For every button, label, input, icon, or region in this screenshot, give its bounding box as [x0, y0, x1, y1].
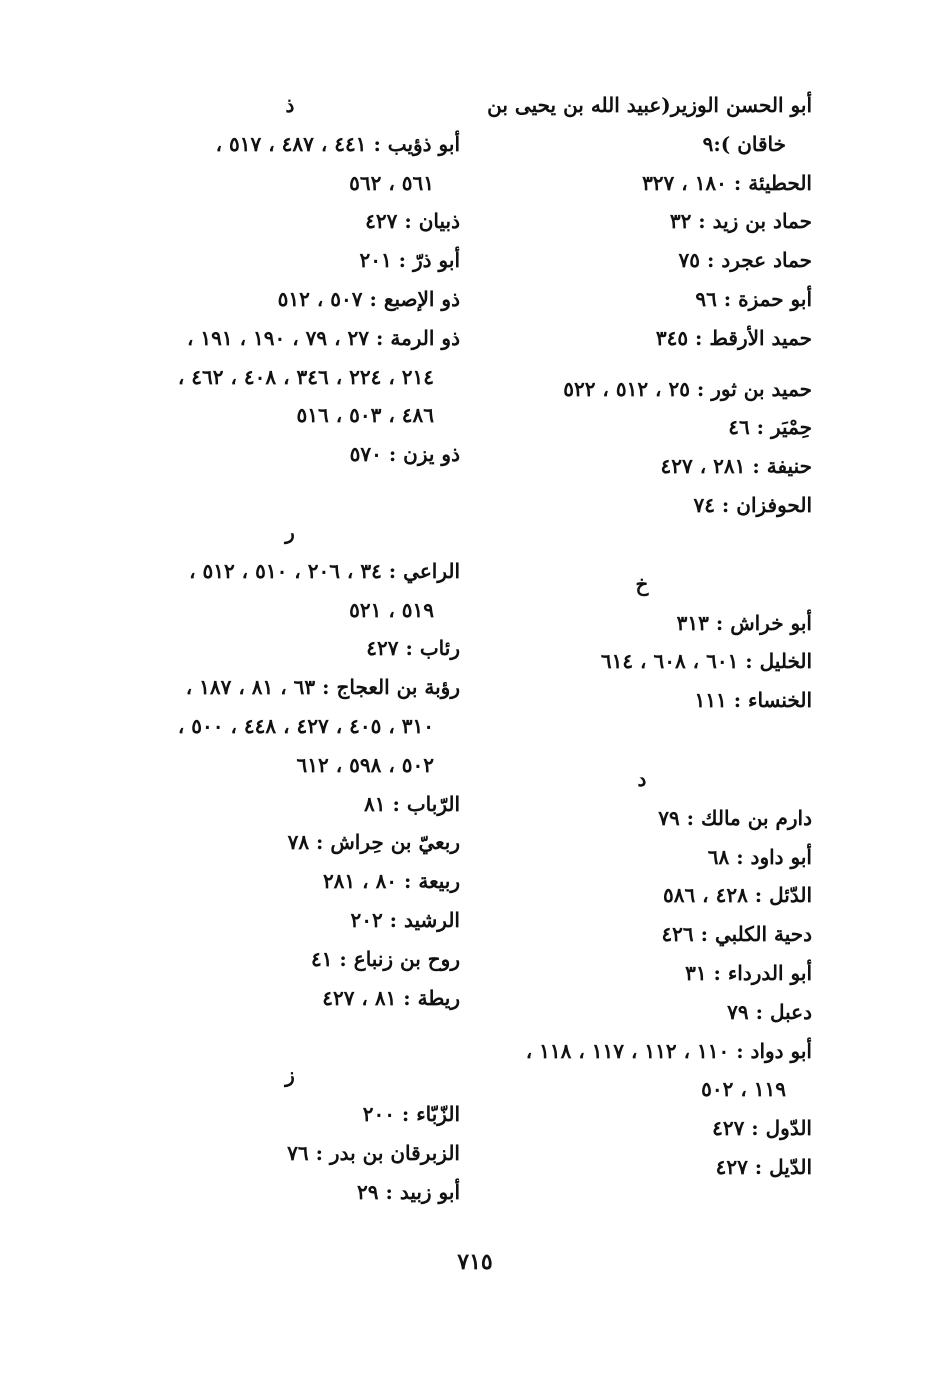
index-entry: أبو خراش : ٣١٣: [676, 610, 812, 635]
index-entry: أبو ذرّ : ٢٠١: [359, 248, 460, 273]
index-entry: الزّبّاء : ٢٠٠: [362, 1102, 460, 1127]
index-entry: الخنساء : ١١١: [694, 688, 812, 713]
index-entry-continuation: ٥١٩ ، ٥٢١: [349, 597, 434, 622]
section-letter-kha: خ: [635, 571, 649, 596]
index-entry: الحوفزان : ٧٤: [693, 492, 812, 517]
index-entry-continuation: ٢١٤ ، ٢٢٤ ، ٣٤٦ ، ٤٠٨ ، ٤٦٢ ،: [177, 364, 434, 389]
index-entry: ذبيان : ٤٢٧: [365, 209, 460, 234]
index-entry: أبو داود : ٦٨: [707, 844, 812, 869]
section-letter-dal: د: [637, 766, 647, 791]
index-entry: الدّيل : ٤٢٧: [715, 1154, 812, 1179]
index-entry: روح بن زنباع : ٤١: [310, 946, 460, 971]
index-entry: دحية الكلبي : ٤٢٦: [661, 922, 812, 947]
index-entry: الراعي : ٣٤ ، ٢٠٦ ، ٥١٠ ، ٥١٢ ،: [189, 558, 460, 583]
index-entry: حنيفة : ٢٨١ ، ٤٢٧: [660, 454, 812, 479]
index-entry: حِمْيَر : ٤٦: [728, 415, 812, 440]
index-entry: حماد بن زيد : ٣٢: [669, 209, 812, 234]
index-entry-continuation: ٤٨٦ ، ٥٠٣ ، ٥١٦: [296, 403, 434, 428]
index-entry: أبو زبيد : ٢٩: [357, 1179, 460, 1204]
index-entry: ربيعة : ٨٠ ، ٢٨١: [322, 869, 460, 894]
index-entry: دارم بن مالك : ٧٩: [658, 805, 812, 830]
index-entry: أبو الحسن الوزير(عبيد الله بن يحيى بن: [487, 93, 812, 117]
index-entry: أبو ذؤيب : ٤٤١ ، ٤٨٧ ، ٥١٧ ،: [215, 131, 460, 156]
index-entry: رؤبة بن العجاج : ٦٣ ، ٨١ ، ١٨٧ ،: [185, 675, 460, 700]
index-entry: حميد بن ثور : ٢٥ ، ٥١٢ ، ٥٢٢: [563, 376, 812, 401]
section-letter-ra: ر: [285, 519, 295, 544]
index-entry: الحطيئة : ١٨٠ ، ٣٢٧: [642, 170, 812, 195]
index-entry: الخليل : ٦٠١ ، ٦٠٨ ، ٦١٤: [600, 649, 812, 674]
index-entry: حميد الأرقط : ٣٤٥: [655, 325, 812, 350]
index-entry-continuation: ٥٠٢ ، ٥٩٨ ، ٦١٢: [296, 752, 434, 777]
index-entry-continuation: ١١٩ ، ٥٠٢: [701, 1077, 786, 1102]
index-entry: الرشيد : ٢٠٢: [350, 907, 460, 932]
index-entry: دعبل : ٧٩: [727, 999, 812, 1024]
index-entry: ذو الرمة : ٢٧ ، ٧٩ ، ١٩٠ ، ١٩١ ،: [187, 325, 460, 350]
index-column-right: [472, 86, 812, 1187]
index-entry: أبو الدرداء : ٣١: [685, 960, 812, 985]
index-entry-continuation: ٥٦١ ، ٥٦٢: [349, 170, 434, 195]
index-entry-continuation: ٣١٠ ، ٤٠٥ ، ٤٢٧ ، ٤٤٨ ، ٥٠٠ ،: [177, 713, 434, 738]
index-entry: أبو دواد : ١١٠ ، ١١٢ ، ١١٧ ، ١١٨ ،: [525, 1038, 812, 1063]
index-entry: الرّباب : ٨١: [364, 791, 460, 816]
index-column-left: [130, 86, 460, 1212]
section-letter-dhal: ذ: [285, 93, 295, 117]
index-entry: رئاب : ٤٢٧: [366, 636, 460, 661]
index-entry: أبو حمزة : ٩٦: [695, 286, 812, 311]
index-entry: ذو يزن : ٥٧٠: [349, 442, 460, 467]
index-entry: ريطة : ٨١ ، ٤٢٧: [322, 985, 460, 1010]
index-entry: ذو الإصبع : ٥٠٧ ، ٥١٢: [277, 286, 460, 311]
index-entry: الدّول : ٤٢٧: [712, 1116, 812, 1141]
index-entry-continuation: خاقان ):٩: [702, 131, 786, 156]
page-number: ٧١٥: [457, 1249, 493, 1275]
index-entry: الزبرقان بن بدر : ٧٦: [287, 1140, 460, 1165]
index-entry: ربعيّ بن حِراش : ٧٨: [287, 830, 460, 855]
index-entry: حماد عجرد : ٧٥: [678, 248, 812, 273]
index-entry: الدّئل : ٤٢٨ ، ٥٨٦: [662, 883, 812, 908]
section-letter-zay: ز: [285, 1063, 295, 1088]
